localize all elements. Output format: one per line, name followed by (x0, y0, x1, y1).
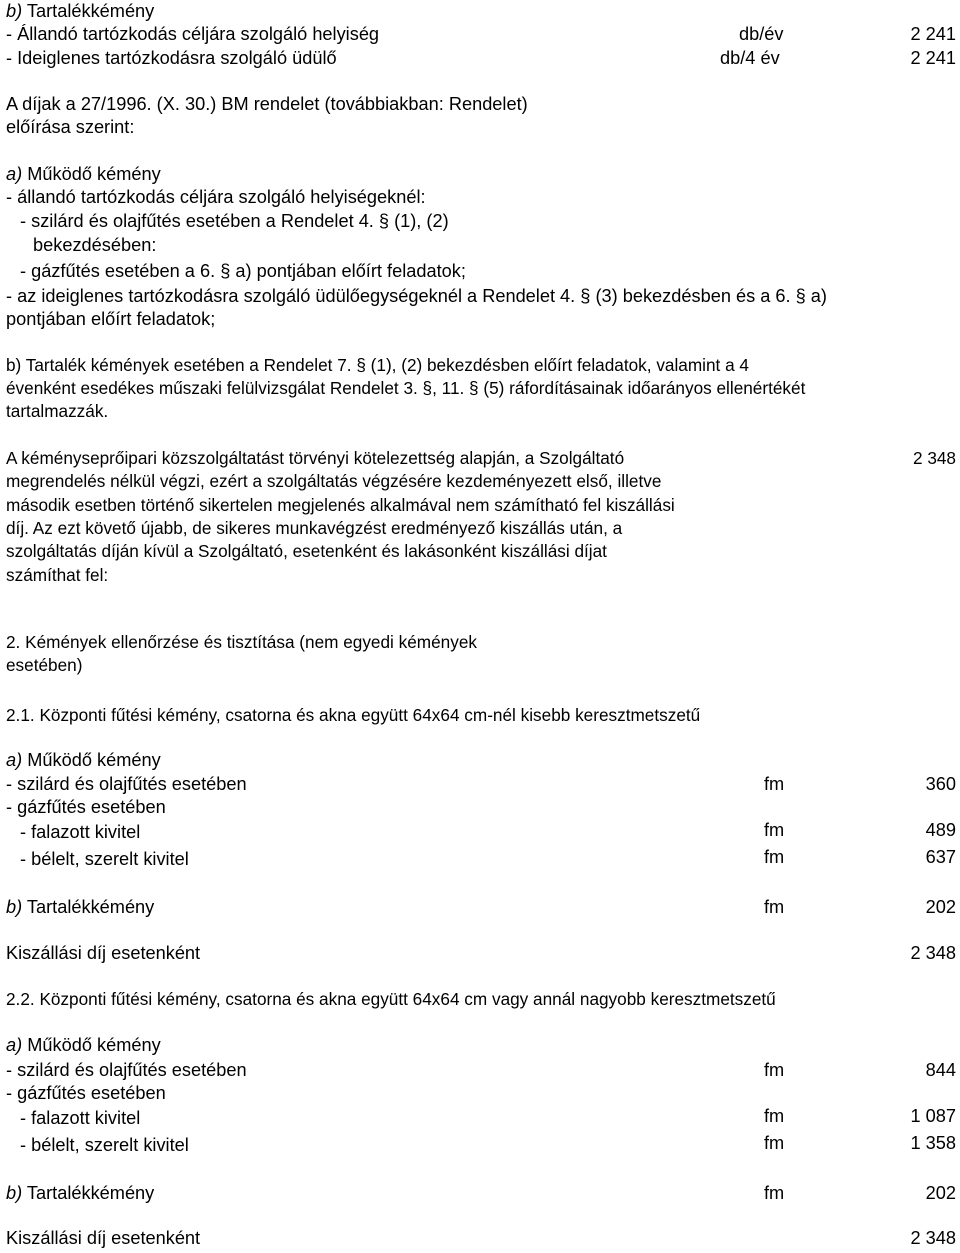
subsection-title: 2.1. Központi fűtési kémény, csatorna és akna együtt 64x64 cm-nél kisebb keresztmetszetű (6, 705, 701, 725)
note-line: - az ideiglenes tartózkodásra szolgáló üdülőegységeknél a Rendelet 4. § (3) bekezdésben és a 6. § a) (6, 286, 827, 306)
section-title: esetében) (6, 655, 83, 675)
subheading-text: Működő kémény (27, 750, 161, 770)
paragraph-line: szolgáltatás díján kívül a Szolgáltató, esetenként és lakásonként kiszállási díjat (6, 541, 607, 561)
note-line: - gázfűtés esetében a 6. § a) pontjában előírt feladatok; (20, 261, 466, 281)
subsection-title: 2.2. Központi fűtési kémény, csatorna és akna együtt 64x64 cm vagy annál nagyobb keresztmetszetű (6, 989, 776, 1009)
row-amount: 637 (925, 847, 956, 867)
row-unit: db/4 év (720, 48, 780, 68)
row-label: - gázfűtés esetében (6, 1083, 166, 1103)
note-line: évenként esedékes műszaki felülvizsgálat Rendelet 3. §, 11. § (5) ráfordításainak időarányos ellenértékét (6, 378, 806, 398)
heading-text: Tartalékkémény (26, 1, 155, 21)
row-amount: 202 (925, 897, 956, 917)
row-amount: 202 (925, 1183, 956, 1203)
section-title: 2. Kémények ellenőrzése és tisztítása (nem egyedi kémények (6, 632, 477, 652)
paragraph-line: számíthat fel: (6, 565, 109, 585)
paragraph-line: megrendelés nélkül végzi, ezért a szolgáltatás végzésére kezdeményezett első, illetve (6, 471, 662, 491)
row-label: - gázfűtés esetében (6, 797, 166, 817)
note-line: pontjában előírt feladatok; (6, 309, 216, 329)
row-label: Kiszállási díj esetenként (6, 943, 201, 963)
row-unit: fm (764, 820, 785, 840)
row-amount: 2 348 (910, 943, 956, 963)
row-label: - Ideiglenes tartózkodásra szolgáló üdülő (6, 48, 337, 68)
row-label: - szilárd és olajfűtés esetében (6, 1060, 247, 1080)
row-label (6, 897, 154, 918)
paragraph-line: második esetben történő sikertelen megjelenés alkalmával nem számítható fel kiszállási (6, 495, 675, 515)
note-line: - állandó tartózkodás céljára szolgáló helyiségeknél: (6, 187, 426, 207)
subheading-working-chimney (6, 750, 161, 771)
subheading-working-chimney (6, 1035, 161, 1056)
heading-prefix: b) (6, 1, 23, 21)
row-text: Tartalékkémény (26, 1183, 155, 1203)
row-amount: 2 348 (910, 1228, 956, 1248)
subheading-prefix: a) (6, 750, 23, 770)
row-unit: fm (764, 897, 785, 917)
subheading-text: Működő kémény (27, 1035, 161, 1055)
row-amount: 1 358 (910, 1133, 956, 1153)
row-unit: fm (764, 847, 785, 867)
note-line: A díjak a 27/1996. (X. 30.) BM rendelet (továbbiakban: Rendelet) (6, 94, 528, 114)
row-label: - falazott kivitel (20, 822, 141, 842)
note-line: tartalmazzák. (6, 401, 109, 421)
row-label: Kiszállási díj esetenként (6, 1228, 201, 1248)
row-prefix: b) (6, 897, 23, 917)
paragraph-amount: 2 348 (912, 448, 956, 468)
row-text: Tartalékkémény (26, 897, 155, 917)
row-unit: fm (764, 1060, 785, 1080)
row-amount: 1 087 (910, 1106, 956, 1126)
note-line: b) Tartalék kémények esetében a Rendelet 7. § (1), (2) bekezdésben előírt feladatok, valamint a 4 (6, 355, 749, 375)
row-amount: 844 (925, 1060, 956, 1080)
section-heading-reserve (6, 1, 154, 22)
row-unit: fm (764, 1183, 785, 1203)
subheading-prefix: a) (6, 1035, 23, 1055)
row-amount: 360 (925, 774, 956, 794)
row-unit: fm (764, 1106, 785, 1126)
row-label: - bélelt, szerelt kivitel (20, 1135, 189, 1155)
row-label: - szilárd és olajfűtés esetében (6, 774, 247, 794)
row-prefix: b) (6, 1183, 23, 1203)
note-line: - szilárd és olajfűtés esetében a Rendelet 4. § (1), (2) (20, 211, 449, 231)
row-label: - Állandó tartózkodás céljára szolgáló helyiség (6, 24, 380, 44)
row-label (6, 1183, 154, 1204)
row-label: - falazott kivitel (20, 1108, 141, 1128)
subheading-prefix: a) (6, 164, 23, 184)
row-unit: fm (764, 774, 785, 794)
subheading-text: Működő kémény (27, 164, 161, 184)
note-line: bekezdésében: (33, 235, 157, 255)
row-label: - bélelt, szerelt kivitel (20, 849, 189, 869)
paragraph-line: díj. Az ezt követő újabb, de sikeres munkavégzést eredményező kiszállás után, a (6, 518, 623, 538)
row-unit: db/év (739, 24, 784, 44)
paragraph-line: A kéményseprőipari közszolgáltatást törvényi kötelezettség alapján, a Szolgáltató (6, 448, 625, 468)
row-unit: fm (764, 1133, 785, 1153)
row-amount: 489 (925, 820, 956, 840)
row-amount: 2 241 (910, 48, 956, 68)
note-line: előírása szerint: (6, 117, 135, 137)
row-amount: 2 241 (910, 24, 956, 44)
subheading-working-chimney (6, 164, 161, 185)
